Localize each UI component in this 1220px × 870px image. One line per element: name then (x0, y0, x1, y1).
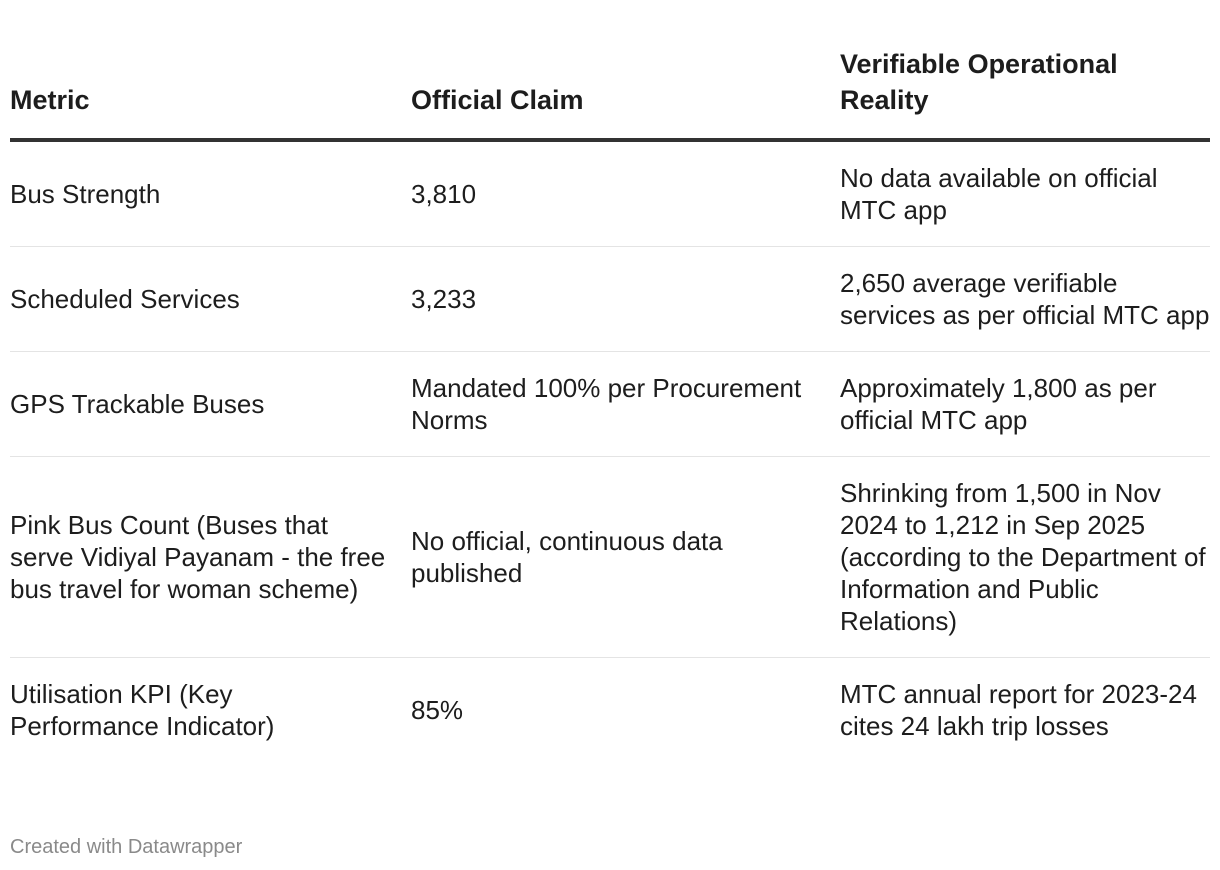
cell-official-claim: Mandated 100% per Procurement Norms (411, 352, 840, 457)
header-operational-reality[interactable]: Verifiable Operational Reality (840, 40, 1210, 140)
datawrapper-credit[interactable]: Created with Datawrapper (10, 836, 243, 858)
table-row (10, 658, 1210, 763)
cell-metric: Pink Bus Count (Buses that serve Vidiyal Payanam - the free bus travel for woman scheme) (10, 457, 411, 658)
cell-metric: Scheduled Services (10, 247, 411, 352)
table-row (10, 457, 1210, 658)
cell-metric: Bus Strength (10, 140, 411, 247)
header-official-claim[interactable]: Official Claim (411, 40, 840, 140)
table-body (10, 140, 1210, 762)
cell-official-claim: 3,233 (411, 247, 840, 352)
cell-reality: Shrinking from 1,500 in Nov 2024 to 1,212 in Sep 2025 (according to the Department of Information and Public Relations) (840, 457, 1210, 658)
cell-official-claim: No official, continuous data published (411, 457, 840, 658)
data-table-container (10, 40, 1210, 762)
cell-metric: Utilisation KPI (Key Performance Indicator) (10, 679, 275, 741)
cell-reality: MTC annual report for 2023-24 cites 24 lakh trip losses (840, 679, 1197, 741)
cell-reality: No data available on official MTC app (840, 140, 1210, 247)
table-row (10, 247, 1210, 352)
cell-official-claim: 3,810 (411, 140, 840, 247)
cell-metric: GPS Trackable Buses (10, 352, 411, 457)
cell-reality: 2,650 average verifiable services as per official MTC app (840, 247, 1210, 352)
cell-official-claim: 85% (411, 695, 464, 725)
table-row (10, 352, 1210, 457)
table-row (10, 140, 1210, 247)
table-header (10, 40, 1210, 140)
header-metric[interactable]: Metric (10, 40, 411, 140)
header-row (10, 40, 1210, 140)
comparison-table (10, 40, 1210, 762)
cell-reality: Approximately 1,800 as per official MTC app (840, 352, 1210, 457)
